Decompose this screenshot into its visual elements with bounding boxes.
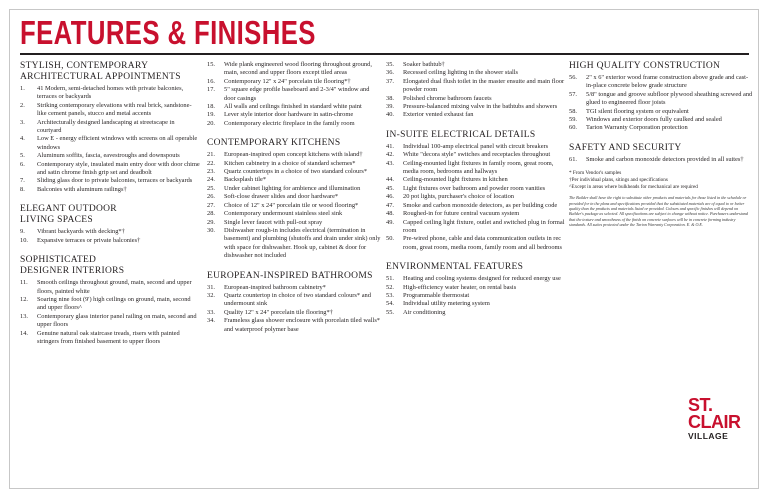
- st-clair-village-logo: [688, 397, 752, 471]
- title-rule: [20, 53, 749, 55]
- feature-text: Recessed ceiling lighting in the shower stalls: [403, 69, 519, 77]
- feature-text: Frameless glass shower enclosure with porcelain tiled walls* and waterproof polymer base: [224, 317, 380, 333]
- feature-item: [20, 177, 200, 185]
- feature-item: [569, 91, 753, 108]
- feature-item: [207, 193, 382, 201]
- feature-text: Contemporary 12" x 24" porcelain tile flooring*†: [224, 77, 351, 85]
- section-heading-line: ARCHITECTURAL APPOINTMENTS: [20, 72, 181, 82]
- column-4: [569, 61, 753, 232]
- section-heading: [386, 262, 566, 273]
- feature-text: Polished chrome bathroom faucets: [403, 94, 492, 102]
- footnote-plans: †Per individual plans, sitings and specifications: [569, 177, 668, 184]
- section-heading-line: ELEGANT OUTDOOR: [20, 204, 117, 215]
- feature-item: [207, 103, 382, 111]
- section-bathcont: [386, 61, 566, 120]
- feature-number: 30.: [207, 226, 215, 234]
- feature-text: Ceiling-mounted light fixtures in family room, great room, media room, bedrooms and hallways: [403, 159, 554, 176]
- feature-text: Pressure-balanced mixing valve in the bathtubs and showers: [403, 103, 558, 111]
- section-heading: [386, 130, 566, 141]
- feature-number: 38.: [386, 94, 394, 102]
- feature-number: 35.: [386, 61, 394, 68]
- feature-item: [386, 309, 566, 317]
- feature-text: Quartz countertops in a choice of two standard colours*: [224, 168, 368, 176]
- feature-text: Exterior vented exhaust fan: [403, 111, 474, 119]
- feature-number: 53.: [386, 291, 394, 299]
- feature-number: 46.: [386, 193, 394, 201]
- feature-item: [20, 296, 200, 313]
- section-cont: [207, 61, 382, 128]
- feature-item: [207, 111, 382, 119]
- logo-line-2: CLAIR: [688, 412, 741, 432]
- feature-item: [20, 186, 200, 194]
- feature-number: 1.: [20, 85, 25, 92]
- feature-item: [20, 237, 200, 245]
- feature-text: Vibrant backyards with decking*†: [37, 228, 125, 236]
- feature-number: 10.: [20, 236, 28, 244]
- feature-list: [569, 74, 753, 133]
- section-interiors: [20, 255, 200, 346]
- feature-number: 33.: [207, 308, 215, 316]
- feature-item: [569, 156, 753, 164]
- feature-item: [386, 151, 566, 159]
- section-construction: [569, 61, 753, 133]
- feature-list: [20, 85, 200, 194]
- feature-number: 44.: [386, 176, 394, 184]
- section-heading: [207, 138, 382, 149]
- feature-number: 8.: [20, 185, 25, 193]
- section-heading-line: DESIGNER INTERIORS: [20, 266, 125, 277]
- section-heading: [20, 204, 200, 226]
- feature-text: Light fixtures over bathroom and powder room vanities: [403, 184, 546, 192]
- feature-text: High-efficiency water heater, on rental basis: [403, 283, 517, 291]
- footnote-bulkheads: ^Except in areas where bulkheads for mechanical are required: [569, 184, 698, 191]
- feature-item: [386, 202, 566, 210]
- feature-number: 52.: [386, 283, 394, 291]
- feature-item: [386, 292, 566, 300]
- feature-item: [207, 160, 382, 168]
- section-baths: [207, 271, 382, 334]
- footnote-vendor: * From Vendor's samples: [569, 170, 622, 177]
- feature-number: 22.: [207, 159, 215, 167]
- feature-text: Genuine natural oak staircase treads, risers with painted stringers from finished basement to upper floors: [37, 329, 180, 345]
- feature-text: Capped ceiling light fixture, outlet and switched plug in formal room: [403, 218, 565, 234]
- feature-list: [207, 151, 382, 260]
- feature-text: European-inspired open concept kitchens with island†: [224, 151, 363, 159]
- feature-text: Contemporary glass interior panel railing on main, second and upper floors: [37, 312, 197, 329]
- feature-text: Soaring nine foot (9') high ceilings on ground, main, second and upper floors^: [37, 295, 191, 312]
- feature-number: 5.: [20, 152, 25, 160]
- feature-item: [207, 284, 382, 292]
- feature-number: 39.: [386, 103, 394, 111]
- feature-text: Low E - energy efficient windows with screens on all operable windows: [37, 135, 198, 151]
- feature-number: 40.: [386, 111, 394, 119]
- feature-text: Wide plank engineered wood flooring throughout ground, main, second and upper floors except tiled areas: [224, 61, 372, 77]
- feature-number: 28.: [207, 210, 215, 218]
- feature-text: Contemporary electric fireplace in the family room: [224, 119, 355, 127]
- feature-number: 51.: [386, 275, 394, 283]
- feature-text: Dishwasher rough-in includes electrical (termination in basement) and plumbing (shutoffs and drain under sink) only with space for dishwasher. Hook up, cabinet & door for dishwasher not included: [224, 226, 381, 260]
- feature-text: Smooth ceilings throughout ground, main, second and upper floors, painted white: [37, 279, 192, 295]
- feature-list: [207, 61, 382, 128]
- feature-item: [207, 168, 382, 176]
- feature-number: 29.: [207, 218, 215, 226]
- section-safety: [569, 143, 753, 164]
- section-arch: [20, 61, 200, 194]
- feature-text: Striking contemporary elevations with real brick, sandstone-like cement panels, stucco and metal accents: [37, 101, 192, 118]
- section-heading: [569, 143, 753, 154]
- feature-item: [207, 78, 382, 86]
- feature-number: 37.: [386, 77, 394, 85]
- section-kitchens: [207, 138, 382, 260]
- feature-item: [569, 124, 753, 132]
- feature-item: [207, 151, 382, 159]
- feature-item: [20, 161, 200, 178]
- feature-text: Under cabinet lighting for ambience and illumination: [224, 184, 361, 192]
- feature-number: 6.: [20, 160, 25, 168]
- section-heading: [207, 271, 382, 282]
- feature-item: [569, 74, 753, 91]
- feature-text: Individual 100-amp electrical panel with circuit breakers: [403, 142, 549, 150]
- feature-item: [207, 185, 382, 193]
- feature-list: [20, 228, 200, 245]
- section-heading-line: IN-SUITE ELECTRICAL DETAILS: [386, 129, 536, 140]
- feature-list: [20, 279, 200, 346]
- feature-text: European-inspired bathroom cabinetry*: [224, 283, 326, 291]
- feature-text: Windows and exterior doors fully caulked and sealed: [586, 116, 722, 124]
- feature-number: 61.: [569, 155, 577, 163]
- feature-text: Soaker bathtub†: [403, 61, 445, 68]
- feature-text: Single lever faucet with pull-out spray: [224, 218, 323, 226]
- feature-item: [207, 176, 382, 184]
- feature-number: 36.: [386, 69, 394, 77]
- feature-number: 34.: [207, 317, 215, 325]
- feature-number: 16.: [207, 77, 215, 85]
- feature-text: Kitchen cabinetry in a choice of standard schemes*: [224, 159, 356, 167]
- section-heading: [20, 255, 200, 277]
- feature-number: 32.: [207, 291, 215, 299]
- feature-text: Backsplash tile*: [224, 176, 267, 184]
- feature-item: [386, 300, 566, 308]
- feature-item: [20, 102, 200, 119]
- feature-number: 31.: [207, 283, 215, 291]
- feature-text: Individual utility metering system: [403, 300, 490, 308]
- feature-list: [386, 143, 566, 252]
- feature-text: 2" x 6" exterior wood frame construction above grade and cast-in-place concrete below grade structure: [586, 74, 749, 90]
- feature-text: TGI silent flooring system or equivalent: [586, 107, 689, 115]
- feature-item: [207, 309, 382, 317]
- feature-list: [386, 275, 566, 317]
- feature-number: 60.: [569, 124, 577, 132]
- feature-list: [207, 284, 382, 334]
- feature-item: [386, 111, 566, 119]
- feature-number: 48.: [386, 210, 394, 218]
- feature-number: 11.: [20, 279, 28, 287]
- feature-number: 58.: [569, 107, 577, 115]
- feature-number: 7.: [20, 177, 25, 185]
- feature-item: [207, 61, 382, 78]
- feature-item: [386, 193, 566, 201]
- feature-text: Contemporary undermount stainless steel sink: [224, 210, 343, 218]
- column-1: [20, 61, 200, 346]
- feature-number: 17.: [207, 86, 215, 94]
- feature-number: 47.: [386, 201, 394, 209]
- feature-number: 18.: [207, 103, 215, 111]
- feature-number: 15.: [207, 61, 215, 68]
- feature-number: 45.: [386, 184, 394, 192]
- feature-item: [207, 86, 382, 103]
- feature-item: [386, 176, 566, 184]
- section-heading-line: SOPHISTICATED: [20, 255, 97, 266]
- section-heading: [569, 61, 753, 72]
- feature-text: Balconies with aluminum railings†: [37, 185, 127, 193]
- logo-line-1: ST.: [688, 395, 713, 415]
- feature-number: 56.: [569, 74, 577, 81]
- feature-list: [386, 61, 566, 120]
- feature-item: [207, 227, 382, 261]
- feature-number: 20.: [207, 119, 215, 127]
- feature-item: [386, 61, 566, 69]
- feature-number: 54.: [386, 300, 394, 308]
- feature-text: 5" square edge profile baseboard and 2-3/4" window and door casings: [224, 86, 370, 102]
- feature-item: [20, 330, 200, 347]
- feature-text: Tarion Warranty Corporation protection: [586, 124, 688, 132]
- feature-text: Roughed-in for future central vacuum system: [403, 210, 520, 218]
- feature-item: [386, 143, 566, 151]
- feature-number: 41.: [386, 142, 394, 150]
- feature-item: [386, 160, 566, 177]
- feature-item: [386, 78, 566, 95]
- feature-text: Smoke and carbon monoxide detectors, as per building code: [403, 201, 558, 209]
- feature-item: [20, 152, 200, 160]
- column-3: [386, 61, 566, 317]
- section-heading-line: ENVIRONMENTAL FEATURES: [386, 262, 524, 273]
- feature-item: [20, 313, 200, 330]
- feature-number: 21.: [207, 151, 215, 159]
- feature-number: 2.: [20, 101, 25, 109]
- feature-item: [207, 219, 382, 227]
- feature-text: Lever style interior door hardware in satin-chrome: [224, 111, 354, 119]
- feature-item: [386, 103, 566, 111]
- feature-text: Quality 12" x 24" porcelain tile flooring*†: [224, 308, 333, 316]
- feature-text: Aluminum soffits, fascia, eavestroughs and downspouts: [37, 152, 180, 160]
- feature-number: 26.: [207, 193, 215, 201]
- feature-item: [207, 210, 382, 218]
- feature-text: Choice of 12" x 24" porcelain tile or wood flooring*: [224, 201, 359, 209]
- feature-number: 59.: [569, 116, 577, 124]
- section-heading-line: EUROPEAN-INSPIRED BATHROOMS: [207, 270, 373, 281]
- feature-item: [386, 95, 566, 103]
- page-title: FEATURES & FINISHES: [20, 14, 316, 51]
- feature-text: Programmable thermostat: [403, 291, 470, 299]
- feature-text: Contemporary style, insulated main entry door with door chime and satin chrome finish grip set and deadbolt: [37, 160, 200, 177]
- feature-text: All walls and ceilings finished in standard white paint: [224, 103, 362, 111]
- feature-text: Sliding glass door to private balconies, terraces or backyards: [37, 177, 193, 185]
- feature-text: Heating and cooling systems designed for reduced energy use: [403, 275, 561, 283]
- feature-list: [569, 156, 753, 164]
- feature-text: 20 pot lights, purchaser's choice of location: [403, 193, 515, 201]
- feature-number: 42.: [386, 151, 394, 159]
- feature-text: 5/8" tongue and groove subfloor plywood sheathing screwed and glued to engineered floor joists: [586, 90, 753, 107]
- feature-item: [20, 119, 200, 136]
- feature-item: [20, 135, 200, 152]
- feature-number: 49.: [386, 218, 394, 226]
- logo-line-3: VILLAGE: [688, 431, 729, 441]
- feature-item: [386, 185, 566, 193]
- feature-text: Soft-close drawer slides and door hardware*: [224, 193, 339, 201]
- fine-print: The Builder shall have the right to substitute other products and materials for those listed in the schedule or provided for in the plans and specifications provided that the substituted materials are of equal to or better quality than the products and materials listed or provided. Colours and specific finishes will depend on Builder's package as selected. All specifications are subject to change without notice. Purchasers understand that the texture and smoothness of the finish on concrete surfaces will be in concrete forming industry standards. All suites protected under the Tarion Warranty Corporation. E. & O.E.: [569, 195, 748, 228]
- feature-text: White "decora style" switches and receptacles throughout: [403, 151, 551, 159]
- section-heading: [20, 61, 200, 83]
- feature-item: [569, 108, 753, 116]
- feature-item: [20, 279, 200, 296]
- feature-text: Air conditioning: [403, 308, 446, 316]
- section-electrical: [386, 130, 566, 252]
- feature-number: 27.: [207, 201, 215, 209]
- feature-number: 55.: [386, 308, 394, 316]
- feature-number: 24.: [207, 176, 215, 184]
- feature-item: [569, 116, 753, 124]
- feature-item: [386, 210, 566, 218]
- feature-text: Ceiling-mounted light fixtures in kitchen: [403, 176, 508, 184]
- section-environmental: [386, 262, 566, 317]
- feature-text: Quartz countertop in choice of two standard colours* and undermount sink: [224, 291, 371, 308]
- section-heading-line: CONTEMPORARY KITCHENS: [207, 138, 341, 149]
- feature-number: 25.: [207, 184, 215, 192]
- feature-number: 3.: [20, 118, 25, 126]
- feature-number: 4.: [20, 135, 25, 143]
- column-2: [207, 61, 382, 334]
- feature-text: Expansive terraces or private balconies†: [37, 236, 141, 244]
- section-heading-line: SAFETY AND SECURITY: [569, 142, 682, 153]
- section-outdoor: [20, 204, 200, 245]
- feature-number: 12.: [20, 295, 28, 303]
- feature-text: Smoke and carbon monoxide detectors provided in all suites†: [586, 155, 744, 163]
- feature-number: 50.: [386, 235, 394, 243]
- feature-text: 41 Modern, semi-detached homes with private balconies, terraces or backyards: [37, 85, 184, 101]
- feature-text: Architecturally designed landscaping at streetscape in courtyard: [37, 118, 175, 135]
- feature-number: 9.: [20, 228, 25, 236]
- feature-item: [207, 292, 382, 309]
- feature-text: Pre-wired phone, cable and data communication outlets in rec room, great room, media room, family room and all bedrooms: [403, 235, 563, 251]
- feature-number: 57.: [569, 90, 577, 98]
- feature-item: [20, 228, 200, 236]
- feature-item: [207, 120, 382, 128]
- section-heading-line: HIGH QUALITY CONSTRUCTION: [569, 61, 721, 71]
- feature-item: [20, 85, 200, 102]
- feature-item: [386, 219, 566, 236]
- feature-item: [386, 235, 566, 252]
- feature-item: [207, 317, 382, 334]
- feature-number: 43.: [386, 159, 394, 167]
- feature-item: [386, 284, 566, 292]
- section-heading-line: LIVING SPACES: [20, 215, 93, 226]
- feature-number: 19.: [207, 111, 215, 119]
- feature-item: [386, 275, 566, 283]
- section-heading-line: STYLISH, CONTEMPORARY: [20, 61, 149, 71]
- feature-number: 14.: [20, 329, 28, 337]
- feature-item: [207, 202, 382, 210]
- feature-item: [386, 69, 566, 77]
- feature-number: 23.: [207, 168, 215, 176]
- feature-text: Elongated dual flush toilet in the master ensuite and main floor powder room: [403, 77, 565, 94]
- feature-number: 13.: [20, 312, 28, 320]
